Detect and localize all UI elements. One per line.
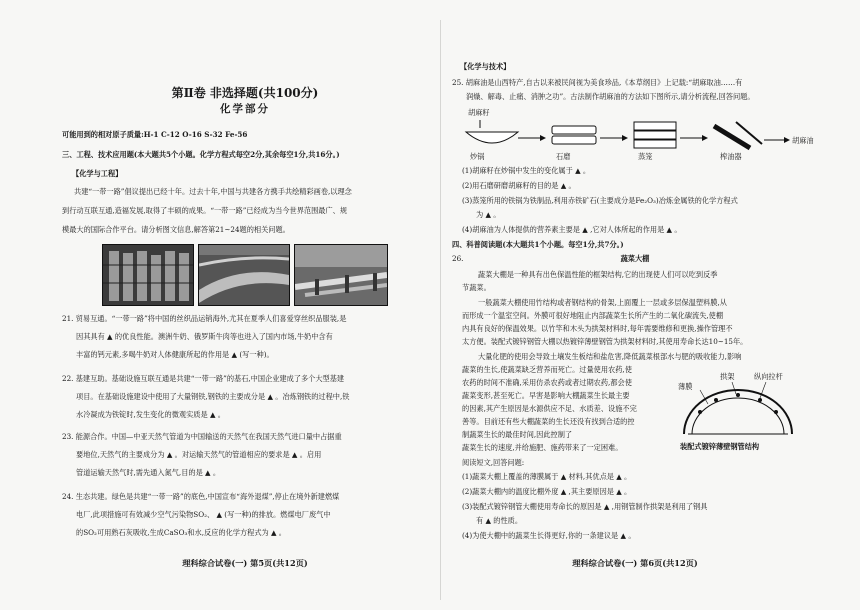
subject-title: 化学部分 — [220, 103, 270, 115]
pipeline-photo-art — [295, 245, 387, 305]
atomic-mass-line: 可能用到的相对原子质量:H-1 C-12 O-16 S-32 Fe-56 — [62, 130, 248, 139]
q25-3-line-2: 为 ▲ 。 — [476, 210, 501, 219]
flow-label-steamer: 蒸笼 — [638, 152, 653, 161]
p1-line-1: 蔬菜大棚是一种具有出色保温性能的框架结构,它的出现使人们可以吃到反季 — [478, 270, 718, 279]
flow-output-label: 胡麻油 — [792, 136, 814, 145]
section-title: 第Ⅱ卷 非选择题(共100分) — [171, 86, 319, 100]
q22-line-3: 水冷凝成为铁锭时,发生变化的微观实质是 ▲ 。 — [76, 410, 225, 419]
intro-line-2: 到行动互联互通,造福发展,取得了丰硕的成果。“一带一路”已经成为当今世界范围最广、规 — [62, 206, 348, 215]
q26-2: (2)蔬菜大棚内的温度比棚外度 ▲ ,其主要原因是 ▲ 。 — [462, 487, 632, 496]
q26-title: 蔬菜大棚 — [620, 254, 650, 263]
q23-line-2: 要地位,天然气的主要成分为 ▲ 。对运输天然气的管道相应的要求是 ▲ 。启用 — [76, 450, 322, 459]
steamer-bottom — [634, 140, 676, 148]
q26-3-line-2: 有 ▲ 的性质。 — [476, 516, 523, 525]
fig-label-arch: 拱架 — [720, 372, 735, 381]
q21-line-2: 因其具有 ▲ 的优良性能。澳洲牛奶、俄罗斯牛肉等也进入了国内市场,牛奶中含有 — [76, 332, 333, 341]
fig-label-film: 薄膜 — [678, 382, 693, 391]
p2-line-3: 内具有良好的保温效果。以竹竿和木头为拱架材料时,每年需要维修和更换,操作管理不 — [462, 324, 733, 333]
steamer-top — [634, 122, 676, 130]
section3-heading: 三、工程、技术应用题(本大题共5个小题。化学方程式每空2分,其余每空1分,共16分。) — [62, 150, 340, 159]
q26-1: (1)蔬菜大棚上覆盖的薄膜属于 ▲ 材料,其优点是 ▲ 。 — [462, 472, 632, 481]
topic-tag: 【化学与技术】 — [460, 62, 511, 71]
millstone-bottom — [552, 136, 596, 144]
highway-photo — [198, 244, 290, 306]
q24-line-2: 电厂,此项措施可有效减少空气污染物SO₂、 ▲ (写一种)的排放。燃煤电厂废气中 — [76, 510, 331, 519]
flow-label-press: 榨油器 — [720, 152, 742, 161]
q26-3-line-1: (3)装配式镀锌钢管大棚使用寿命长的原因是 ▲ ,用钢管制作拱架是利用了钢具 — [462, 502, 708, 511]
q24-line-1: 24. 生态共建。绿色是共建“一带一路”的底色,中国宣布“海外退煤”,停止在境外新建燃煤 — [62, 492, 340, 501]
p3-line-3: 农药的时间不准确,采用仿杀农药或者过期农药,都会使 — [462, 378, 632, 387]
greenhouse-figure — [678, 382, 798, 438]
flow-label-wok: 炒锅 — [470, 152, 485, 161]
right-page — [452, 0, 818, 610]
pipeline-photo — [294, 244, 388, 306]
p3-line-1: 大量化肥的使用会导致土壤发生板结和盐危害,降低蔬菜根部水与肥的吸收能力,影响 — [478, 352, 742, 361]
topic-tag: 【化学与工程】 — [72, 169, 123, 178]
q25-3-line-1: (3)蒸笼所用的铁锅为铁制品,利用赤铁矿石(主要成分是Fe₂O₃)冶炼金属铁的化学方程式 — [462, 196, 738, 205]
q23-line-1: 23. 能源合作。中国—中亚天然气管道为中国输送的天然气在我国天然气进口量中占据重 — [62, 432, 342, 441]
q21-line-3: 丰富的钙元素,多喝牛奶对人体健康所起的作用是 ▲ (写一种)。 — [76, 350, 274, 359]
p3-line-6: 善等。目前还有些大棚蔬菜的生长还没有找到合适的控 — [462, 417, 635, 426]
q22-line-1: 22. 基建互助。基础设施互联互通是共建“一带一路”的基石,中国企业建成了多个大型基建 — [62, 374, 345, 383]
read-prompt: 阅读短文,回答问题: — [462, 458, 525, 467]
q25-line-1: 25. 胡麻油是山西特产,自古以来被民间视为美食珍品,《本草纲目》上记载:“胡麻取油……有 — [452, 78, 743, 87]
q25-line-2: 润燥、解毒、止痛、消肿之功”。古法制作胡麻油的方法如下图所示,请分析流程,回答问题。 — [466, 92, 755, 101]
section4-heading: 四、科普阅读题(本大题共1个小题。每空1分,共7分。) — [452, 240, 624, 249]
p1-line-2: 节蔬菜。 — [462, 283, 491, 292]
q25-2: (2)用石磨研磨胡麻籽的目的是 ▲ 。 — [462, 181, 576, 190]
p3-line-5: 的因素,其产生原因是水源供应不足、水质差、设施不完 — [462, 404, 637, 413]
fig-caption: 装配式镀锌薄壁钢管结构 — [680, 442, 760, 451]
flow-label-millstone: 石磨 — [556, 152, 571, 161]
flow-seed-label: 胡麻籽 — [468, 108, 490, 117]
q24-line-3: 的SO₂可用熟石灰吸收,生成CaSO₃和水,反应的化学方程式为 ▲ 。 — [76, 528, 286, 537]
textile-photo-art — [103, 245, 193, 305]
wok-shape — [466, 132, 518, 143]
q21-line-1: 21. 贸易互通。“一带一路”将中国的丝织品运销海外,尤其在夏季人们喜爱穿丝织品服装,是 — [62, 314, 347, 323]
p2-line-4: 太方便。装配式镀锌钢管大棚以热镀锌薄壁钢管为拱架材料时,其使用寿命长达10~15年。 — [462, 337, 748, 346]
p3-line-2: 蔬菜的生长,使蔬菜缺乏营养而死亡。过量使用农药,使 — [462, 365, 632, 374]
p2-line-2: 而形成一个温室空间。外膜可很好地阻止内部蔬菜生长所产生的二氧化碳流失,使棚 — [462, 311, 724, 320]
left-footer: 理科综合试卷(一) 第5页(共12页) — [182, 558, 308, 568]
p2-line-1: 一般蔬菜大棚使用竹结构或者钢结构的骨架,上面覆上一层或多层保温塑料膜,从 — [478, 298, 727, 307]
q26-number: 26. — [452, 254, 464, 263]
textile-photo — [102, 244, 194, 306]
q22-line-2: 项目。在基础设施建设中使用了大量钢铁,钢铁的主要成分是 ▲ 。冶炼钢铁的过程中,铁 — [76, 392, 350, 401]
p3-line-7: 制蔬菜生长的最佳时间,因此控制了 — [462, 430, 573, 439]
q26-4: (4)为使大棚中的蔬菜生长得更好,你的一条建议是 ▲ 。 — [462, 531, 636, 540]
q23-line-3: 管道运输天然气时,需先通入氮气,目的是 ▲ 。 — [76, 468, 221, 477]
fig-label-rod: 纵向拉杆 — [754, 372, 783, 381]
page-fold-divider — [440, 20, 441, 600]
p3-line-8: 蔬菜生长的速度,并给施肥、施药带来了一定困难。 — [462, 443, 623, 452]
highway-photo-art — [199, 245, 289, 305]
steamer-middle — [634, 131, 676, 139]
q25-1: (1)胡麻籽在炒锅中发生的变化属于 ▲ 。 — [462, 166, 591, 175]
q25-4: (4)胡麻油为人体提供的营养素主要是 ▲ ,它对人体所起的作用是 ▲ 。 — [462, 225, 682, 234]
left-page — [62, 0, 428, 610]
right-footer: 理科综合试卷(一) 第6页(共12页) — [572, 558, 698, 568]
intro-line-3: 模最大的国际合作平台。请分析图文信息,解答第21~24题的相关问题。 — [62, 225, 290, 234]
millstone-top — [552, 126, 596, 134]
flow-diagram — [462, 118, 822, 154]
p3-line-4: 蔬菜变形,甚至死亡。早害是影响大棚蔬菜生长最主要 — [462, 391, 630, 400]
intro-line-1: 共建“一带一路”倡议提出已经十年。过去十年,中国与共建各方携手共绘精彩画卷,以理念 — [74, 187, 352, 196]
